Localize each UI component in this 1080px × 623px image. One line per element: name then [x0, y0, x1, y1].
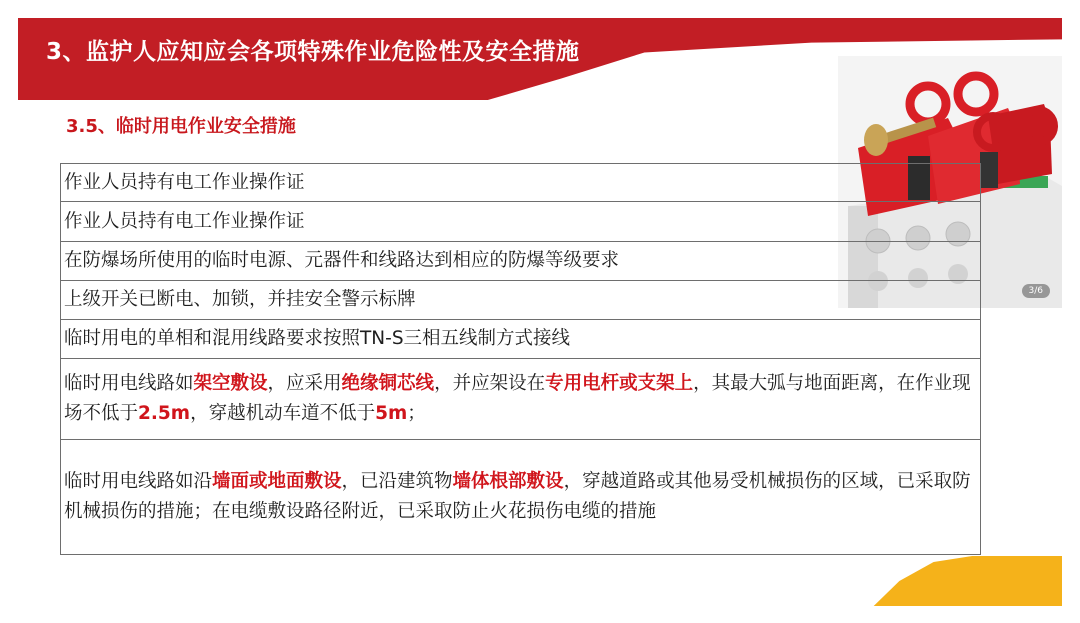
cell-text: ，应采用 — [267, 373, 342, 394]
cell-text: ，穿越机动车道不低于 — [190, 403, 376, 424]
cell-text: ，并应架设在 — [434, 373, 546, 394]
table-cell: 在防爆场所使用的临时电源、元器件和线路达到相应的防爆等级要求 — [61, 242, 981, 281]
highlight-text: 专用电杆或支架上 — [545, 373, 694, 394]
cell-text: ，其最大弧与地面距离，在作业现场不低于 — [64, 373, 971, 424]
table-row — [61, 440, 981, 555]
section-title: 3.5、临时用电作业安全措施 — [66, 116, 296, 137]
highlight-text: 绝缘铜芯线 — [341, 373, 435, 394]
table-row — [61, 359, 981, 440]
table-row — [61, 242, 981, 281]
cell-text: ，已沿建筑物 — [341, 471, 453, 492]
table-cell — [61, 440, 981, 555]
highlight-text: 架空敷设 — [193, 373, 268, 394]
page-title: 3、监护人应知应会各项特殊作业危险性及安全措施 — [46, 39, 580, 65]
table-cell: 上级开关已断电、加锁，并挂安全警示标牌 — [61, 281, 981, 320]
cell-text: ； — [407, 403, 426, 424]
highlight-text: 5m — [375, 403, 408, 424]
table-row — [61, 164, 981, 202]
decorative-corner-shape — [848, 556, 1062, 606]
cell-text: ，穿越道路或其他易受机械损伤的区域，已采取防机械损伤的措施；在电缆敷设路径附近，已采取防止火花损伤电缆的措施 — [64, 471, 971, 522]
table-cell: 作业人员持有电工作业操作证 — [61, 164, 981, 202]
table-row — [61, 320, 981, 359]
highlight-text: 墙面或地面敷设 — [212, 471, 342, 492]
photo-page-counter: 3/6 — [1022, 284, 1050, 298]
table-cell — [61, 359, 981, 440]
cell-text: 临时用电线路如沿 — [64, 471, 213, 492]
safety-measures-table — [60, 163, 981, 555]
table-row — [61, 202, 981, 242]
highlight-text: 2.5m — [138, 403, 191, 424]
table-cell: 临时用电的单相和混用线路要求按照TN-S三相五线制方式接线 — [61, 320, 981, 359]
cell-text: 临时用电线路如 — [64, 373, 194, 394]
table-cell: 作业人员持有电工作业操作证 — [61, 202, 981, 242]
highlight-text: 墙体根部敷设 — [452, 471, 564, 492]
table-row — [61, 281, 981, 320]
